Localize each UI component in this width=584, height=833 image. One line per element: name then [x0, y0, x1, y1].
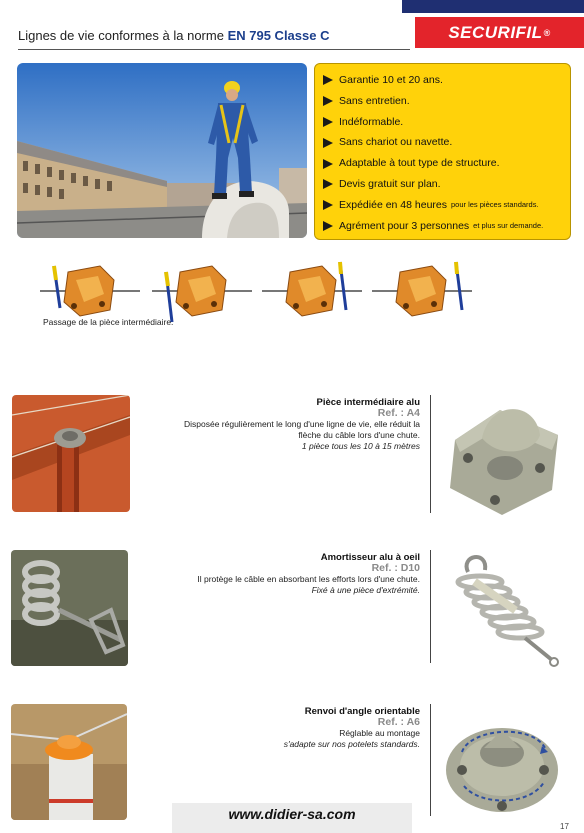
product-title: Pièce intermédiaire alu: [316, 397, 420, 408]
product-title: Amortisseur alu à oeil: [320, 552, 420, 563]
feature-item: [323, 112, 564, 133]
product-divider: [430, 395, 431, 513]
product-note: Fixé à une pièce d'extrémité.: [311, 585, 420, 595]
feature-text: Sans chariot ou navette.: [339, 136, 453, 149]
product-desc-line: Réglable au montage: [339, 728, 420, 738]
product-a4-text: [140, 397, 420, 452]
footer-website-link[interactable]: www.didier-sa.com: [228, 806, 356, 822]
bullet-arrow-icon: [323, 159, 333, 169]
brand-registered-mark: ®: [543, 27, 551, 38]
brand-name: SECURIFIL: [448, 22, 543, 42]
feature-text: Indéformable.: [339, 115, 404, 128]
feature-item: [323, 195, 564, 216]
bullet-arrow-icon: [323, 117, 333, 127]
feature-text: Expédiée en 48 heures: [339, 198, 447, 211]
sequence-step: [40, 266, 140, 316]
title-norm: EN 795 Classe C: [227, 28, 330, 43]
product-image-d10: [440, 550, 565, 670]
feature-item: [323, 70, 564, 91]
feature-item: [323, 174, 564, 195]
feature-item: [323, 91, 564, 112]
product-desc-line: Disposée régulièrement le long d'une ligne de vie, elle réduit la: [184, 419, 420, 429]
feature-text: Adaptable à tout type de structure.: [339, 157, 500, 170]
product-desc-line: flèche du câble lors d'une chute.: [298, 430, 420, 440]
product-photo-angle-swivel: [11, 704, 127, 820]
bullet-arrow-icon: [323, 179, 333, 189]
sequence-step: [262, 262, 362, 316]
product-image-a6: [440, 708, 565, 818]
bullet-arrow-icon: [323, 75, 333, 85]
sequence-step: [152, 266, 252, 322]
product-image-a4: [440, 390, 570, 520]
hero-photo-worker-on-roof: [17, 63, 307, 238]
page-number: 17: [560, 822, 569, 831]
product-a6-text: [140, 706, 420, 750]
feature-note: et plus sur demande.: [473, 220, 544, 230]
product-divider: [430, 550, 431, 663]
feature-item: [323, 216, 564, 237]
product-title: Renvoi d'angle orientable: [304, 706, 420, 717]
product-photo-shock-absorber: [11, 550, 128, 666]
sequence-caption: Passage de la pièce intermédiaire.: [43, 317, 174, 327]
feature-text: Devis gratuit sur plan.: [339, 177, 441, 190]
feature-item: [323, 132, 564, 153]
feature-note: pour les pièces standards.: [451, 199, 539, 209]
title-prefix: Lignes de vie conformes à la norme: [18, 28, 224, 43]
page-title: [18, 28, 329, 43]
product-note: 1 pièce tous les 10 à 15 mètres: [301, 441, 420, 451]
product-ref: Ref. : A4: [377, 407, 420, 419]
brand-logo: [415, 17, 584, 48]
product-divider: [430, 704, 431, 816]
product-desc-line: Il protège le câble en absorbant les efforts lors d'une chute.: [197, 574, 420, 584]
feature-text: Sans entretien.: [339, 94, 410, 107]
product-d10-text: [140, 552, 420, 596]
feature-item: [323, 153, 564, 174]
bullet-arrow-icon: [323, 138, 333, 148]
product-ref: Ref. : D10: [371, 562, 420, 574]
feature-text: Garantie 10 et 20 ans.: [339, 74, 443, 86]
sequence-step: [372, 262, 472, 316]
header-divider: [18, 49, 410, 50]
bullet-arrow-icon: [323, 96, 333, 106]
product-note: s'adapte sur nos potelets standards.: [283, 739, 420, 749]
features-box: [314, 63, 571, 240]
product-photo-intermediate-piece: [12, 395, 130, 512]
bullet-arrow-icon: [323, 200, 333, 210]
product-ref: Ref. : A6: [377, 716, 420, 728]
feature-text: Agrément pour 3 personnes: [339, 219, 470, 232]
bullet-arrow-icon: [323, 221, 333, 231]
header-navy-bar: [402, 0, 584, 13]
